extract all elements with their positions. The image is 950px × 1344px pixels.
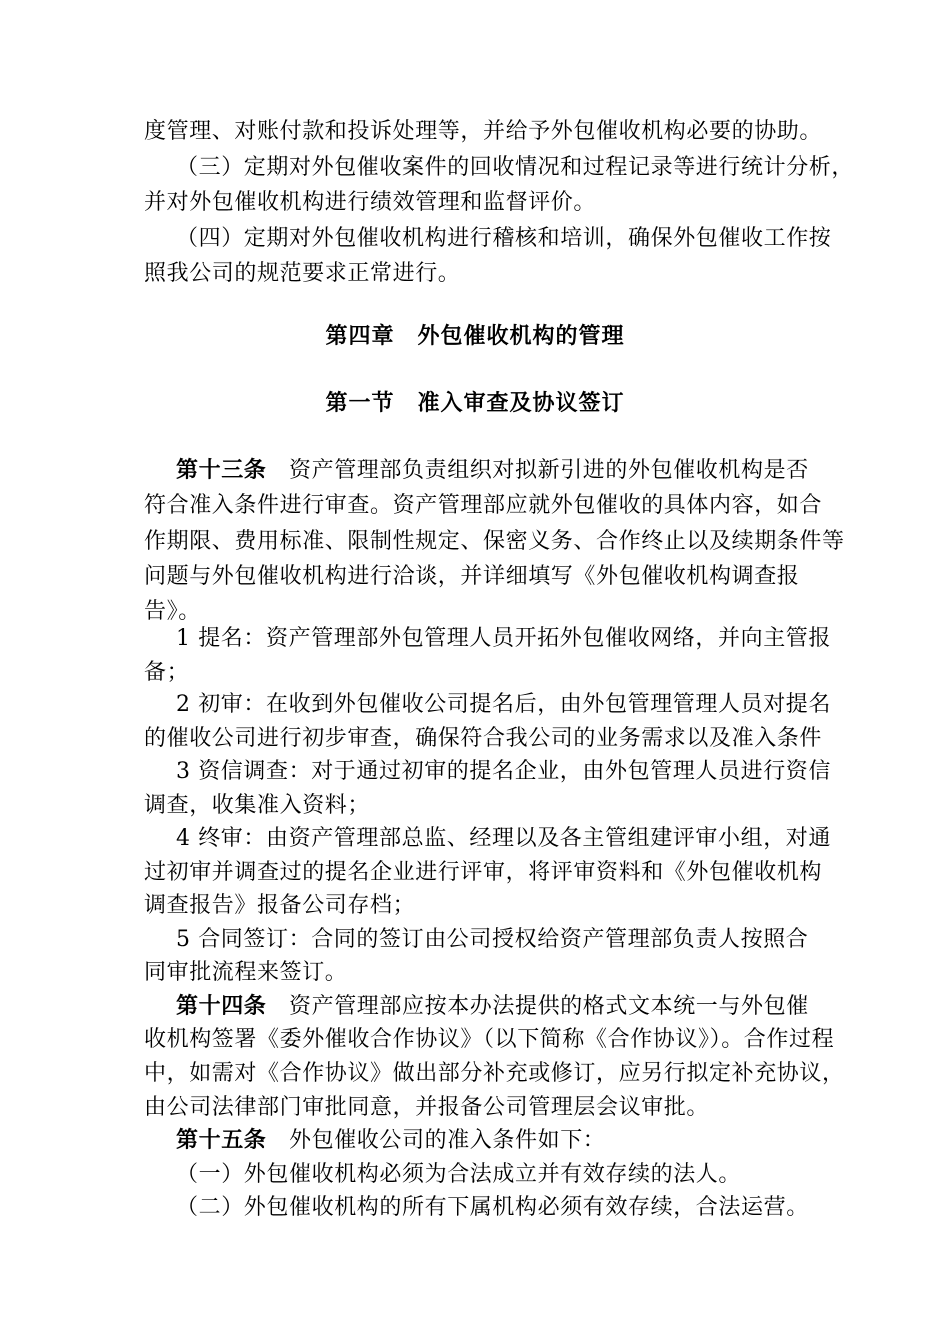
- article-13-label: 第十三条: [176, 458, 267, 483]
- article-14-line: 中，如需对《合作协议》做出部分补充或修订，应另行拟定补充协议，: [144, 1061, 845, 1086]
- article-13-line: 告》。: [144, 599, 201, 624]
- item-credit-check-line: 3 资信调查：对于通过初审的提名企业，由外包管理人员进行资信: [176, 759, 831, 784]
- article-13-text: 资产管理部负责组织对拟新引进的外包催收机构是否: [266, 458, 809, 483]
- item-nomination-line: 备；: [144, 660, 190, 685]
- article-14-line: 由公司法律部门审批同意，并报备公司管理层会议审批。: [144, 1095, 710, 1120]
- article-13-line: [176, 456, 816, 486]
- chapter-heading: 第四章 外包催收机构的管理: [325, 324, 625, 349]
- item-nomination-line: 1 提名：资产管理部外包管理人员开拓外包催收网络，并向主管报: [176, 626, 831, 651]
- paragraph-line: 并对外包催收机构进行绩效管理和监督评价。: [144, 190, 597, 215]
- item-contract-signing-line: 5 合同签订：合同的签订由公司授权给资产管理部负责人按照合: [176, 927, 809, 952]
- article-15-text: 外包催收公司的准入条件如下：: [266, 1128, 606, 1153]
- article-15-label: 第十五条: [176, 1128, 267, 1153]
- item-contract-signing-line: 同审批流程来签订。: [144, 960, 348, 985]
- article-14-line: [176, 992, 816, 1022]
- article-14-line: 收机构签署《委外催收合作协议》（以下简称《合作协议》）。合作过程: [144, 1027, 835, 1052]
- article-14-text: 资产管理部应按本办法提供的格式文本统一与外包催: [266, 994, 809, 1019]
- article-15-line: （一）外包催收机构必须为合法成立并有效存续的法人。: [176, 1162, 742, 1187]
- paragraph-line: （四）定期对外包催收机构进行稽核和培训，确保外包催收工作按: [176, 226, 832, 251]
- item-final-review-line: 4 终审：由资产管理部总监、经理以及各主管组建评审小组，对通: [176, 826, 831, 851]
- article-15-line: （二）外包催收机构的所有下属机构必须有效存续，合法运营。: [176, 1195, 809, 1220]
- article-13-line: 作期限、费用标准、限制性规定、保密义务、合作终止以及续期条件等: [144, 529, 845, 554]
- article-14-label: 第十四条: [176, 994, 267, 1019]
- paragraph-line: （三）定期对外包催收案件的回收情况和过程记录等进行统计分析，: [176, 155, 855, 180]
- item-preliminary-review-line: 2 初审：在收到外包催收公司提名后，由外包管理管理人员对提名: [176, 692, 831, 717]
- item-final-review-line: 调查报告》报备公司存档；: [144, 893, 416, 918]
- article-15-line: [176, 1126, 816, 1156]
- item-final-review-line: 过初审并调查过的提名企业进行评审，将评审资料和《外包催收机构: [144, 860, 823, 885]
- article-13-line: 符合准入条件进行审查。资产管理部应就外包催收的具体内容，如合: [144, 493, 823, 518]
- article-13-line: 问题与外包催收机构进行洽谈，并详细填写《外包催收机构调查报: [144, 564, 800, 589]
- paragraph-line: 照我公司的规范要求正常进行。: [144, 261, 461, 286]
- item-preliminary-review-line: 的催收公司进行初步审查，确保符合我公司的业务需求以及准入条件: [144, 726, 823, 751]
- paragraph-line: 度管理、对账付款和投诉处理等，并给予外包催收机构必要的协助。: [144, 119, 823, 144]
- item-credit-check-line: 调查，收集准入资料；: [144, 793, 371, 818]
- section-heading: 第一节 准入审查及协议签订: [325, 391, 625, 416]
